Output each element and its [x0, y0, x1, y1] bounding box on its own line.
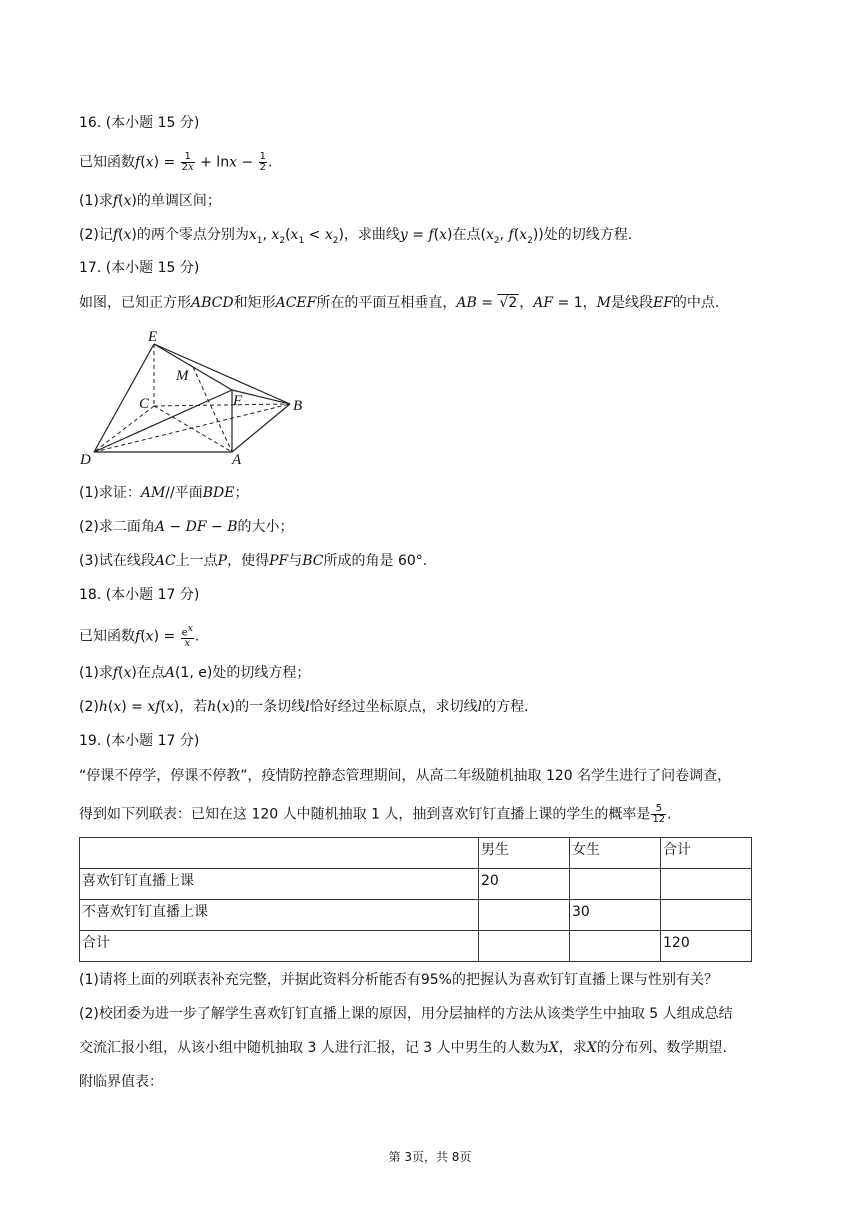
table-cell — [661, 869, 752, 900]
label-a: A — [232, 452, 242, 468]
q17-part2: (2)求二面角A − DF − B的大小； — [79, 519, 294, 535]
q18-part1: (1)求f(x)在点A(1, e)处的切线方程； — [79, 665, 311, 681]
q18-part2: (2)h(x) = xf(x)，若h(x)的一条切线l恰好经过坐标原点，求切线l的方程. — [79, 699, 529, 715]
table-row — [80, 931, 752, 962]
table-cell: 30 — [570, 900, 661, 931]
table-cell: 女生 — [570, 838, 661, 869]
q19-header: 19. (本小题 17 分) — [79, 733, 200, 749]
contingency-table — [79, 837, 752, 962]
q17-stem: 如图，已知正方形ABCD和矩形ACEF所在的平面互相垂直，AB = √2 ，AF = 1，M是线段EF的中点. — [79, 295, 720, 311]
page-footer: 第 3页，共 8页 — [388, 1150, 472, 1164]
q18-stem: 已知函数f(x) = $\frac{e^x}{x}$ . — [79, 624, 200, 650]
table-cell — [479, 900, 570, 931]
q16-header: 16. (本小题 15 分) — [79, 115, 200, 131]
q19-part1: (1)请将上面的列联表补充完整，并据此资料分析能否有95%的把握认为喜欢钉钉直播上课与性别有关？ — [79, 972, 718, 988]
q17-part1: (1)求证：AM//平面BDE； — [79, 485, 249, 501]
table-cell: 男生 — [479, 838, 570, 869]
q16-stem: 已知函数f(x) = $\frac{1}{2x}$ + lnx − $\frac{1}{2}$ . — [79, 151, 273, 173]
table-cell: 120 — [661, 931, 752, 962]
label-b: B — [293, 398, 303, 414]
q17-header: 17. (本小题 15 分) — [79, 260, 200, 276]
label-e: E — [148, 329, 158, 345]
q19-appendix: 附临界值表： — [79, 1074, 163, 1090]
q19-part2-line2: 交流汇报小组，从该小组中随机抽取 3 人进行汇报，记 3 人中男生的人数为X，求X的分布列、数学期望. — [79, 1040, 728, 1056]
label-c: C — [139, 396, 150, 412]
geometry-figure — [80, 326, 320, 471]
table-cell — [570, 931, 661, 962]
q19-stem-line1: “停课不停学，停课不停教”，疫情防控静态管理期间，从高二年级随机抽取 120 名学生进行了问卷调查， — [79, 768, 732, 784]
q17-part3: (3)试在线段AC上一点P，使得PF与BC所成的角是 60°. — [79, 553, 428, 569]
q16-part2: (2)记f(x)的两个零点分别为$x_1$, $x_2(x_1 < x_2)$，求曲线y = f(x)在点($x_2$, $f(x_2)$)处的切线方程. — [79, 227, 633, 246]
table-cell: 20 — [479, 869, 570, 900]
table-row — [80, 838, 752, 869]
table-cell — [479, 931, 570, 962]
table-row — [80, 900, 752, 931]
q16-part1: (1)求f(x)的单调区间； — [79, 193, 221, 209]
q18-header: 18. (本小题 17 分) — [79, 587, 200, 603]
table-row — [80, 869, 752, 900]
table-cell — [570, 869, 661, 900]
q19-part2-line1: (2)校团委为进一步了解学生喜欢钉钉直播上课的原因，用分层抽样的方法从该类学生中抽取 5 人组成总结 — [79, 1006, 733, 1022]
table-cell: 合计 — [661, 838, 752, 869]
table-cell — [661, 900, 752, 931]
label-d: D — [80, 452, 91, 468]
table-cell: 喜欢钉钉直播上课 — [80, 869, 479, 900]
label-f: F — [233, 393, 243, 409]
table-cell — [80, 838, 479, 869]
q19-stem-line2: 得到如下列联表：已知在这 120 人中随机抽取 1 人，抽到喜欢钉钉直播上课的学生的概率是 $\frac{5}{12}$ . — [79, 803, 672, 825]
table-cell: 合计 — [80, 931, 479, 962]
label-m: M — [176, 368, 189, 384]
table-cell: 不喜欢钉钉直播上课 — [80, 900, 479, 931]
